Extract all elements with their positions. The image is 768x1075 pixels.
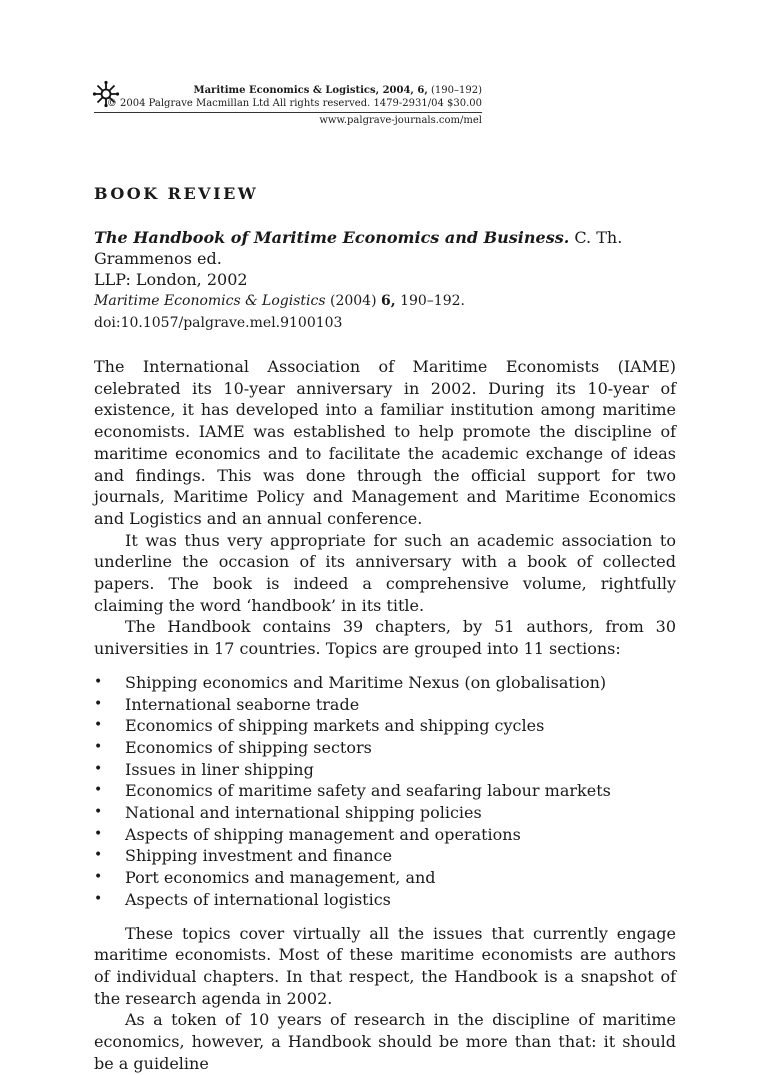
- journal-volume: 6,: [381, 293, 396, 309]
- topic-text: Shipping investment and finance: [125, 846, 393, 866]
- list-item: [94, 715, 676, 737]
- bullet-icon: •: [94, 717, 103, 734]
- topic-text: Port economics and management, and: [125, 868, 436, 888]
- publisher: LLP: London, 2002: [94, 270, 248, 289]
- bullet-icon: •: [94, 804, 103, 821]
- review-body: [94, 356, 676, 1075]
- list-item: [94, 737, 676, 759]
- topic-text: International seaborne trade: [125, 694, 360, 714]
- bullet-icon: •: [94, 760, 103, 777]
- list-item: [94, 867, 676, 889]
- bullet-icon: •: [94, 695, 103, 712]
- journal-url[interactable]: www.palgrave-journals.com/mel: [319, 115, 482, 126]
- bullet-icon: •: [94, 673, 103, 690]
- citation-title-line: [94, 227, 676, 269]
- topic-text: Economics of shipping sectors: [125, 737, 372, 757]
- topic-text: Aspects of shipping management and operations: [125, 824, 521, 844]
- journal-name: Maritime Economics & Logistics, 2004, 6,: [193, 85, 428, 96]
- topic-text: Aspects of international logistics: [125, 889, 391, 909]
- topics-list: [94, 672, 676, 911]
- topic-text: Issues in liner shipping: [125, 759, 314, 779]
- book-title: The Handbook of Maritime Economics and Business.: [94, 228, 570, 247]
- book-citation: [94, 227, 676, 334]
- list-item: [94, 889, 676, 911]
- journal-pages: (190–192): [431, 85, 482, 96]
- paragraph-3: The Handbook contains 39 chapters, by 51 authors, from 30 universities in 17 countries. Topics are grouped into 11 sections:: [94, 617, 676, 659]
- journal-title: Maritime Economics & Logistics: [94, 293, 326, 309]
- topic-text: National and international shipping policies: [125, 803, 482, 823]
- journal-year: (2004): [329, 293, 377, 309]
- paragraph-5: As a token of 10 years of research in the discipline of maritime economics, however, a Handbook should be more than that: it should be a guideline: [94, 1010, 676, 1073]
- list-item: [94, 780, 676, 802]
- copyright-line: © 2004 Palgrave Macmillan Ltd All rights reserved. 1479-2931/04 $30.00: [106, 98, 482, 109]
- bullet-icon: •: [94, 825, 103, 842]
- list-item: [94, 759, 676, 781]
- bullet-icon: •: [94, 869, 103, 886]
- bullet-icon: •: [94, 847, 103, 864]
- journal-header: [94, 84, 482, 126]
- topic-text: Economics of maritime safety and seafaring labour markets: [125, 781, 611, 801]
- list-item: [94, 845, 676, 867]
- topic-text: Economics of shipping markets and shipping cycles: [125, 716, 545, 736]
- topic-text: Shipping economics and Maritime Nexus (on globalisation): [125, 672, 607, 692]
- list-item: [94, 824, 676, 846]
- journal-line: [94, 84, 482, 97]
- list-item: [94, 672, 676, 694]
- list-item: [94, 802, 676, 824]
- paragraph-2: It was thus very appropriate for such an academic association to underline the occasion of its anniversary with a book of collected papers. The book is indeed a comprehensive volume, rightfully claiming the word ‘handbook’ in its title.: [94, 530, 676, 615]
- bullet-icon: •: [94, 890, 103, 907]
- list-item: [94, 694, 676, 716]
- paragraph-1: The International Association of Maritime Economists (IAME) celebrated its 10-year anniversary in 2002. During its 10-year of existence, it has developed into a familiar institution among maritime economists. IAME was established to help promote the discipline of maritime economics and to facilitate the academic exchange of ideas and findings. This was done through the official support for two journals, Maritime Policy and Management and Maritime Economics and Logistics and an annual conference.: [94, 357, 676, 528]
- header-divider: [94, 112, 482, 113]
- section-heading: BOOK REVIEW: [94, 184, 259, 203]
- book-editor: C. Th. Grammenos ed.: [94, 228, 623, 268]
- journal-page-range: 190–192.: [400, 293, 465, 309]
- bullet-icon: •: [94, 782, 103, 799]
- paragraph-4: These topics cover virtually all the issues that currently engage maritime economists. Most of these maritime economists are authors of individual chapters. In that respect, the Handbook is a snapshot of the research agenda in 2002.: [94, 923, 676, 1008]
- bullet-icon: •: [94, 738, 103, 755]
- journal-reference: [94, 290, 676, 312]
- doi[interactable]: doi:10.1057/palgrave.mel.9100103: [94, 315, 343, 331]
